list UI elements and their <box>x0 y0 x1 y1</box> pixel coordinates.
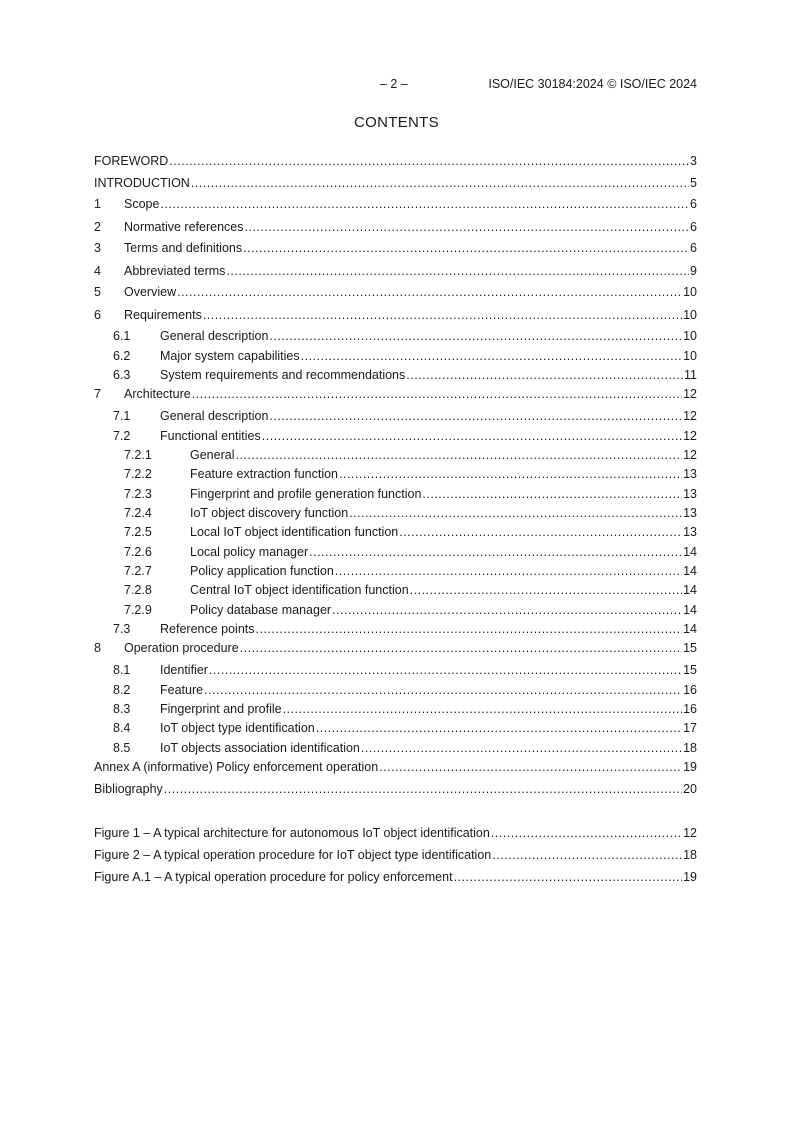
toc-section-number: 6.1 <box>113 329 131 343</box>
toc-page-number: 10 <box>683 285 697 299</box>
toc-page-number: 10 <box>683 308 697 322</box>
toc-page-number: 13 <box>683 525 697 539</box>
toc-page-number: 16 <box>683 683 697 697</box>
toc-page-number: 20 <box>683 782 697 796</box>
page-number: – 2 – <box>380 77 408 91</box>
dot-leader <box>349 505 682 521</box>
toc-page-number: 14 <box>683 603 697 617</box>
toc-entry[interactable] <box>94 486 697 502</box>
toc-section-number: 7.2.1 <box>124 448 152 462</box>
toc-entry[interactable] <box>94 367 697 383</box>
toc-entry-label[interactable]: Normative references <box>124 220 244 234</box>
toc-page-number: 14 <box>683 583 697 597</box>
toc-entry-label[interactable]: Scope <box>124 197 160 211</box>
dot-leader <box>422 486 682 502</box>
dot-leader <box>309 544 682 560</box>
toc-section-number: 7.2.2 <box>124 467 152 481</box>
dot-leader <box>191 175 689 191</box>
dot-leader <box>209 662 682 678</box>
toc-entry[interactable] <box>94 701 697 717</box>
dot-leader <box>204 682 682 698</box>
toc-section-number: 7 <box>94 387 101 401</box>
toc-page-number: 12 <box>683 409 697 423</box>
toc-entry[interactable] <box>94 307 697 323</box>
toc-entry[interactable] <box>94 662 697 678</box>
toc-entry[interactable] <box>94 740 697 756</box>
toc-entry-label[interactable]: Architecture <box>124 387 191 401</box>
toc-page-number: 12 <box>683 387 697 401</box>
toc-entry-label[interactable]: IoT object discovery function <box>190 506 349 520</box>
toc-section-number: 7.2.6 <box>124 545 152 559</box>
toc-entry-label[interactable]: Figure 2 – A typical operation procedure for IoT object type identification <box>94 848 492 862</box>
toc-page-number: 11 <box>684 368 697 382</box>
toc-entry[interactable] <box>94 466 697 482</box>
toc-entry[interactable] <box>94 219 697 235</box>
toc-entry[interactable] <box>94 621 697 637</box>
toc-section-number: 7.2.3 <box>124 487 152 501</box>
toc-entry-label[interactable]: Abbreviated terms <box>124 264 226 278</box>
toc-entry[interactable] <box>94 408 697 424</box>
toc-entry[interactable] <box>94 348 697 364</box>
toc-page-number: 15 <box>683 641 697 655</box>
toc-entry-label[interactable]: System requirements and recommendations <box>160 368 406 382</box>
toc-entry-label[interactable]: Major system capabilities <box>160 349 300 363</box>
dot-leader <box>226 263 689 279</box>
toc-entry-label[interactable]: Policy application function <box>190 564 334 578</box>
dot-leader <box>256 621 683 637</box>
toc-page-number: 14 <box>683 622 697 636</box>
dot-leader <box>316 720 682 736</box>
toc-entry-label[interactable]: Identifier <box>160 663 208 677</box>
dot-leader <box>361 740 682 756</box>
toc-page-number: 18 <box>683 741 697 755</box>
toc-entry-label[interactable]: Figure A.1 – A typical operation procedure for policy enforcement <box>94 870 453 884</box>
toc-section-number: 8.2 <box>113 683 131 697</box>
toc-section-number: 7.2.8 <box>124 583 152 597</box>
toc-page-number: 12 <box>683 826 697 840</box>
toc-entry-label[interactable]: Feature extraction function <box>190 467 338 481</box>
dot-leader <box>164 781 682 797</box>
toc-page-number: 13 <box>683 487 697 501</box>
toc-entry[interactable] <box>94 263 697 279</box>
toc-section-number: 2 <box>94 220 101 234</box>
toc-entry-label[interactable]: Fingerprint and profile generation function <box>190 487 422 501</box>
toc-entry[interactable] <box>94 240 697 256</box>
toc-entry[interactable] <box>94 781 697 797</box>
toc-entry[interactable] <box>94 682 697 698</box>
toc-entry-label[interactable]: Feature <box>160 683 204 697</box>
toc-entry[interactable] <box>94 524 697 540</box>
toc-entry[interactable] <box>94 175 697 191</box>
toc-entry-label[interactable]: Annex A (informative) Policy enforcement operation <box>94 760 379 774</box>
dot-leader <box>243 240 689 256</box>
figure-entry[interactable] <box>94 847 697 863</box>
toc-page-number: 12 <box>683 429 697 443</box>
toc-section-number: 6 <box>94 308 101 322</box>
toc-page-number: 6 <box>690 220 697 234</box>
toc-entry[interactable] <box>94 428 697 444</box>
toc-entry[interactable] <box>94 284 697 300</box>
toc-entry-label[interactable]: Operation procedure <box>124 641 239 655</box>
toc-section-number: 6.3 <box>113 368 131 382</box>
dot-leader <box>454 869 683 885</box>
toc-page-number: 9 <box>690 264 697 278</box>
dot-leader <box>332 602 682 618</box>
toc-entry[interactable] <box>94 505 697 521</box>
dot-leader <box>410 582 682 598</box>
toc-section-number: 7.2.7 <box>124 564 152 578</box>
toc-entry-label[interactable]: Fingerprint and profile <box>160 702 282 716</box>
dot-leader <box>240 640 682 656</box>
dot-leader <box>262 428 682 444</box>
toc-section-number: 7.1 <box>113 409 131 423</box>
toc-entry-label[interactable]: INTRODUCTION <box>94 176 190 190</box>
toc-page-number: 14 <box>683 564 697 578</box>
toc-entry-label[interactable]: General description <box>160 409 269 423</box>
toc-entry[interactable] <box>94 447 697 463</box>
toc-section-number: 8 <box>94 641 101 655</box>
dot-leader <box>335 563 682 579</box>
dot-leader <box>245 219 690 235</box>
dot-leader <box>301 348 682 364</box>
toc-entry[interactable] <box>94 602 697 618</box>
toc-entry-label[interactable]: Bibliography <box>94 782 163 796</box>
toc-page-number: 6 <box>690 197 697 211</box>
contents-title: CONTENTS <box>354 114 439 131</box>
toc-page-number: 6 <box>690 241 697 255</box>
dot-leader <box>169 153 689 169</box>
dot-leader <box>283 701 682 717</box>
toc-page-number: 3 <box>690 154 697 168</box>
toc-page-number: 10 <box>683 329 697 343</box>
toc-entry-label[interactable]: Local IoT object identification function <box>190 525 399 539</box>
dot-leader <box>269 408 682 424</box>
toc-entry[interactable] <box>94 196 697 212</box>
dot-leader <box>379 759 682 775</box>
toc-entry-label[interactable]: Requirements <box>124 308 202 322</box>
page-header <box>0 76 793 92</box>
toc-entry[interactable] <box>94 153 697 169</box>
toc-entry-label[interactable]: IoT object type identification <box>160 721 315 735</box>
toc-entry[interactable] <box>94 640 697 656</box>
figure-entry[interactable] <box>94 869 697 885</box>
document-reference: ISO/IEC 30184:2024 © ISO/IEC 2024 <box>488 77 697 91</box>
toc-section-number: 7.2 <box>113 429 131 443</box>
toc-section-number: 6.2 <box>113 349 131 363</box>
toc-page-number: 18 <box>683 848 697 862</box>
toc-section-number: 7.3 <box>113 622 131 636</box>
toc-section-number: 7.2.5 <box>124 525 152 539</box>
toc-entry-label[interactable]: Policy database manager <box>190 603 332 617</box>
toc-entry-label[interactable]: Overview <box>124 285 177 299</box>
toc-page-number: 19 <box>683 760 697 774</box>
dot-leader <box>235 447 682 463</box>
toc-page-number: 13 <box>683 506 697 520</box>
dot-leader <box>492 847 682 863</box>
toc-section-number: 3 <box>94 241 101 255</box>
dot-leader <box>339 466 682 482</box>
dot-leader <box>203 307 682 323</box>
toc-entry-label[interactable]: Local policy manager <box>190 545 309 559</box>
toc-entry[interactable] <box>94 563 697 579</box>
toc-page-number: 12 <box>683 448 697 462</box>
toc-section-number: 8.1 <box>113 663 131 677</box>
toc-entry[interactable] <box>94 544 697 560</box>
toc-entry-label[interactable]: General <box>190 448 235 462</box>
dot-leader <box>491 825 682 841</box>
dot-leader <box>269 328 682 344</box>
toc-entry-label[interactable]: Terms and definitions <box>124 241 243 255</box>
toc-section-number: 5 <box>94 285 101 299</box>
toc-entry[interactable] <box>94 328 697 344</box>
toc-entry[interactable] <box>94 720 697 736</box>
toc-page-number: 19 <box>683 870 697 884</box>
toc-page-number: 14 <box>683 545 697 559</box>
toc-page-number: 5 <box>690 176 697 190</box>
toc-entry-label[interactable]: Central IoT object identification function <box>190 583 409 597</box>
toc-entry-label[interactable]: Figure 1 – A typical architecture for autonomous IoT object identification <box>94 826 490 840</box>
toc-page-number: 17 <box>683 721 697 735</box>
toc-entry[interactable] <box>94 759 697 775</box>
toc-section-number: 8.4 <box>113 721 131 735</box>
toc-entry-label[interactable]: FOREWORD <box>94 154 169 168</box>
dot-leader <box>406 367 683 383</box>
toc-section-number: 7.2.9 <box>124 603 152 617</box>
toc-section-number: 8.5 <box>113 741 131 755</box>
toc-entry-label[interactable]: IoT objects association identification <box>160 741 360 755</box>
dot-leader <box>399 524 682 540</box>
dot-leader <box>177 284 682 300</box>
toc-entry[interactable] <box>94 582 697 598</box>
toc-section-number: 4 <box>94 264 101 278</box>
toc-section-number: 8.3 <box>113 702 131 716</box>
toc-entry-label[interactable]: General description <box>160 329 269 343</box>
toc-section-number: 7.2.4 <box>124 506 152 520</box>
toc-entry-label[interactable]: Functional entities <box>160 429 261 443</box>
toc-section-number: 1 <box>94 197 101 211</box>
dot-leader <box>192 386 682 402</box>
figure-entry[interactable] <box>94 825 697 841</box>
toc-page-number: 15 <box>683 663 697 677</box>
toc-entry-label[interactable]: Reference points <box>160 622 255 636</box>
toc-page-number: 16 <box>683 702 697 716</box>
dot-leader <box>160 196 689 212</box>
toc-entry[interactable] <box>94 386 697 402</box>
toc-page-number: 10 <box>683 349 697 363</box>
toc-page-number: 13 <box>683 467 697 481</box>
